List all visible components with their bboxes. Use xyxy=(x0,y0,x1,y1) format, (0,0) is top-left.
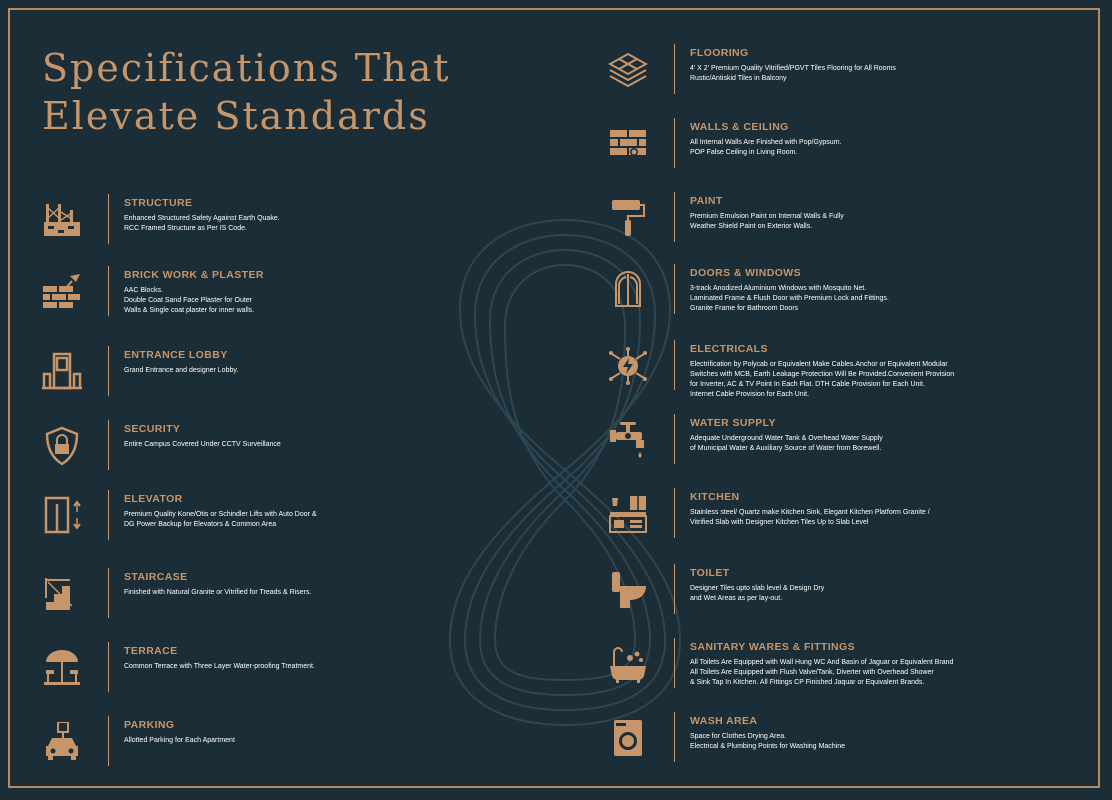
desc-line: Stainless steel/ Quartz make Kitchen Sink, Elegant Kitchen Platform Granite / xyxy=(690,509,930,516)
bathtub-icon xyxy=(608,644,648,684)
staircase-icon xyxy=(42,574,82,614)
desc-line: Laminated Frame & Flush Door with Premium Lock and Fittings. xyxy=(690,295,889,302)
floor-tiles-icon xyxy=(608,50,648,90)
desc-line: Entire Campus Covered Under CCTV Surveillance xyxy=(124,441,281,448)
desc-line: Switches with MCB, Earth Leakage Protection Will Be Provided.Convenient Provision xyxy=(690,371,955,378)
spec-heading: SECURITY xyxy=(124,423,181,435)
desc-line: 4' X 2' Premium Quality Vitrified/PGVT Tiles Flooring for All Rooms xyxy=(690,65,896,72)
desc-line: Enhanced Structured Safety Against Earth Quake. xyxy=(124,215,280,222)
window-icon xyxy=(608,270,648,310)
spec-heading: WALLS & CEILING xyxy=(690,121,789,133)
spec-heading: TOILET xyxy=(690,567,730,579)
desc-line: Premium Quality Kone/Otis or Schindler Lifts with Auto Door & xyxy=(124,511,317,518)
divider xyxy=(674,712,675,762)
divider xyxy=(674,638,675,688)
desc-line: Weather Shield Paint on Exterior Walls. xyxy=(690,223,813,230)
spec-heading: ELEVATOR xyxy=(124,493,183,505)
spec-description xyxy=(124,214,424,234)
divider xyxy=(674,264,675,314)
title-line-2: Elevate Standards xyxy=(42,94,430,138)
desc-line: All Internal Walls Are Finished with Pop/Gypsum. xyxy=(690,139,842,146)
terrace-umbrella-icon xyxy=(42,648,82,688)
spec-description xyxy=(690,360,990,400)
divider xyxy=(674,488,675,538)
spec-heading: FLOORING xyxy=(690,47,749,59)
divider xyxy=(674,340,675,390)
desc-line: Vitrified Slab with Designer Kitchen Tiles Up to Slab Level xyxy=(690,519,869,526)
spec-heading: WASH AREA xyxy=(690,715,758,727)
title-line-1: Specifications That xyxy=(42,46,451,90)
desc-line: Grand Entrance and designer Lobby. xyxy=(124,367,239,374)
divider xyxy=(108,420,109,470)
desc-line: AAC Blocks. xyxy=(124,287,163,294)
desc-line: for Inverter, AC & TV Point In Each Flat. DTH Cable Provision for Each Unit. xyxy=(690,381,925,388)
spec-heading: DOORS & WINDOWS xyxy=(690,267,801,279)
spec-heading: TERRACE xyxy=(124,645,178,657)
building-frame-icon xyxy=(42,200,82,240)
desc-line: & Sink Tap In Kitchen. All Fittings CP Finished Jaquar or Equivalent Brands. xyxy=(690,679,925,686)
divider xyxy=(108,568,109,618)
desc-line: and Wet Areas as per lay-out. xyxy=(690,595,783,602)
spec-description xyxy=(124,286,424,316)
spec-heading: ELECTRICALS xyxy=(690,343,768,355)
spec-heading: STRUCTURE xyxy=(124,197,193,209)
desc-line: DG Power Backup for Elevators & Common Area xyxy=(124,521,277,528)
spec-description xyxy=(124,366,424,376)
desc-line: of Municipal Water & Auxiliary Source of Water from Borewell. xyxy=(690,445,882,452)
divider xyxy=(108,346,109,396)
water-tap-icon xyxy=(608,420,648,460)
parking-car-icon xyxy=(42,722,82,762)
desc-line: Walls & Single coat plaster for inner walls. xyxy=(124,307,255,314)
spec-description xyxy=(124,510,424,530)
spec-description xyxy=(690,658,990,688)
brick-trowel-icon xyxy=(42,272,82,312)
spec-heading: STAIRCASE xyxy=(124,571,188,583)
desc-line: All Toilets Are Equipped with Flush Valve/Tank, Diverter with Overhead Shower xyxy=(690,669,934,676)
page-title xyxy=(42,44,451,140)
desc-line: Granite Frame for Bathroom Doors xyxy=(690,305,799,312)
spec-heading: SANITARY WARES & FITTINGS xyxy=(690,641,855,653)
spec-heading: KITCHEN xyxy=(690,491,740,503)
spec-heading: PAINT xyxy=(690,195,723,207)
desc-line: POP False Ceiling in Living Room. xyxy=(690,149,798,156)
desc-line: Internet Cable Provision for Each Unit. xyxy=(690,391,810,398)
spec-description xyxy=(690,584,990,604)
spec-description xyxy=(690,212,990,232)
desc-line: Designer Tiles upto slab level & Design Dry xyxy=(690,585,825,592)
toilet-icon xyxy=(608,570,648,610)
spec-description xyxy=(124,588,424,598)
desc-line: Adequate Underground Water Tank & Overhead Water Supply xyxy=(690,435,883,442)
spec-description xyxy=(690,64,990,84)
spec-description xyxy=(690,508,990,528)
electrical-bolt-icon xyxy=(608,346,648,386)
divider xyxy=(674,192,675,242)
divider xyxy=(108,266,109,316)
spec-description xyxy=(690,732,990,752)
desc-line: Premium Emulsion Paint on Internal Walls & Fully xyxy=(690,213,844,220)
desc-line: Common Terrace with Three Layer Water-proofing Treatment. xyxy=(124,663,315,670)
desc-line: 3-track Anodized Aluminium Windows with Mosquito Net. xyxy=(690,285,867,292)
lobby-door-icon xyxy=(42,352,82,392)
spec-heading: ENTRANCE LOBBY xyxy=(124,349,228,361)
desc-line: Allotted Parking for Each Apartment xyxy=(124,737,235,744)
desc-line: Double Coat Sand Face Plaster for Outer xyxy=(124,297,253,304)
desc-line: RCC Framed Structure as Per IS Code. xyxy=(124,225,247,232)
kitchen-icon xyxy=(608,494,648,534)
desc-line: Electrical & Plumbing Points for Washing Machine xyxy=(690,743,845,750)
spec-description xyxy=(124,440,424,450)
spec-description xyxy=(124,736,424,746)
divider xyxy=(108,194,109,244)
divider xyxy=(674,414,675,464)
divider xyxy=(108,490,109,540)
background-eight-motif xyxy=(420,200,710,740)
divider xyxy=(674,564,675,614)
shield-lock-icon xyxy=(42,426,82,466)
divider xyxy=(108,642,109,692)
divider xyxy=(674,118,675,168)
spec-description xyxy=(690,434,990,454)
paint-roller-icon xyxy=(608,198,648,238)
desc-line: Electrification by Polycab or Equivalent Make Cables.Anchor or Equivalent Modular xyxy=(690,361,948,368)
desc-line: Rustic/Antiskid Tiles in Balcony xyxy=(690,75,787,82)
spec-heading: PARKING xyxy=(124,719,175,731)
desc-line: All Toilets Are Equipped with Wall Hung WC And Basin of Jaguar or Equivalent Brand xyxy=(690,659,954,666)
divider xyxy=(674,44,675,94)
elevator-icon xyxy=(42,496,82,536)
spec-description xyxy=(690,284,990,314)
wall-icon xyxy=(608,124,648,164)
spec-description xyxy=(690,138,990,158)
desc-line: Finished with Natural Granite or Vitrified for Treads & Risers. xyxy=(124,589,312,596)
washing-machine-icon xyxy=(608,718,648,758)
spec-heading: WATER SUPPLY xyxy=(690,417,776,429)
spec-description xyxy=(124,662,424,672)
spec-heading: BRICK WORK & PLASTER xyxy=(124,269,264,281)
divider xyxy=(108,716,109,766)
desc-line: Space for Clothes Drying Area. xyxy=(690,733,787,740)
